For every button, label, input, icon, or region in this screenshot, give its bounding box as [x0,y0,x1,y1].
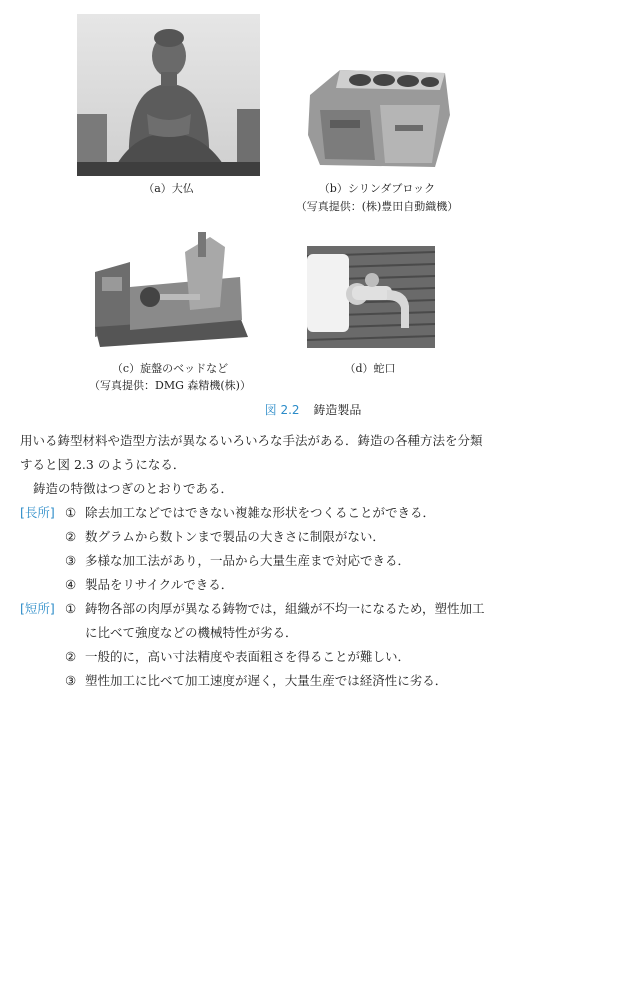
panel-b-credit: （写真提供：(株)豊田自動織機） [295,200,459,213]
item-text: 除去加工などではできない複雑な形状をつくることができる． [85,505,436,520]
faucet-photo [307,246,435,348]
item-number: ④ [65,577,77,592]
paragraph-line-3: 鋳造の特徴はつぎのとおりである． [33,481,234,496]
disadvantage-item [20,648,410,666]
item-number: ① [65,505,77,520]
figure-name: 鋳造製品 [313,403,362,417]
item-text: 多様な加工法があり，一品から大量生産まで対応できる． [85,553,411,568]
item-text-continued: に比べて強度などの機械特性が劣る． [85,625,298,640]
item-text: 鋳物各部の肉厚が異なる鋳物では，組織が不均一になるため，塑性加工 [85,601,485,616]
lathe-photo [90,232,250,352]
figure-number: 図 2.2 [264,403,300,417]
item-number: ③ [65,673,77,688]
item-number: ② [65,649,77,664]
item-text: 塑性加工に比べて加工速度が遅く，大量生産では経済性に劣る． [85,673,448,688]
disadvantage-item [20,600,485,618]
panel-d-caption: （d）蛇口 [344,362,396,375]
advantage-item [20,504,435,522]
advantage-item [20,528,385,546]
item-text: 製品をリサイクルできる． [85,577,234,592]
paragraph-line-1: 用いる鋳型材料や造型方法が異なるいろいろな手法がある．鋳造の各種方法を分類 [20,433,483,448]
panel-c-credit: （写真提供：DMG 森精機(株)） [89,379,251,392]
advantage-item [20,576,233,594]
disadvantage-item [20,672,447,690]
item-number: ② [65,529,77,544]
item-number: ① [65,601,77,616]
item-text: 一般的に，高い寸法精度や表面粗さを得ることが難しい． [85,649,411,664]
panel-b-caption: （b）シリンダブロック [318,182,436,195]
item-number: ③ [65,553,77,568]
panel-a-caption: （a）大仏 [143,182,194,195]
advantage-item [20,552,410,570]
cylinder-block-photo [300,55,454,175]
panel-c-caption: （c）旋盤のベッドなど [111,362,229,375]
advantages-tag: [長所] [20,505,55,520]
paragraph-line-2: すると図 2.3 のようになる． [20,457,186,472]
item-text: 数グラムから数トンまで製品の大きさに制限がない． [85,529,385,544]
figure-title [0,401,626,418]
buddha-photo [77,14,260,176]
disadvantages-tag: [短所] [20,601,55,616]
